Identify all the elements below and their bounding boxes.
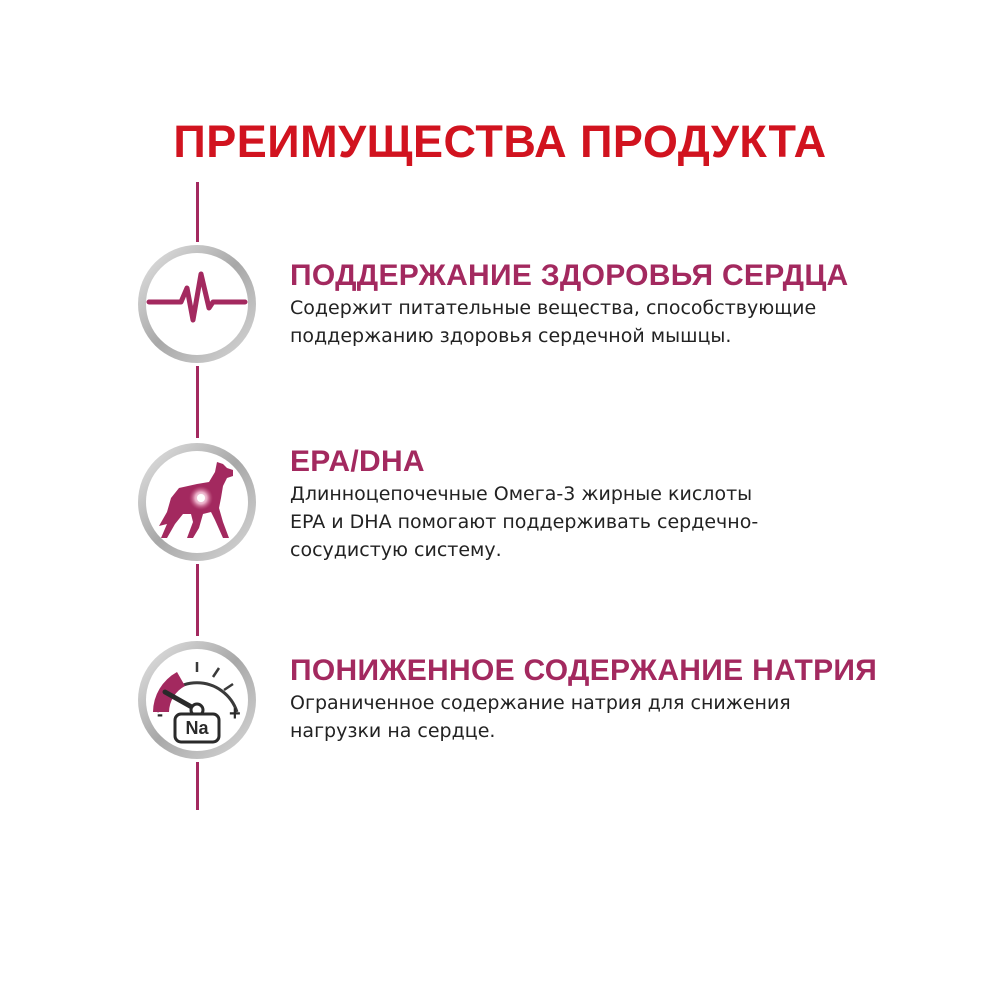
timeline-line: [196, 762, 199, 810]
timeline-line: [196, 564, 199, 636]
feature-title: EPA/DHA: [290, 445, 425, 478]
feature-title: ПОНИЖЕННОЕ СОДЕРЖАНИЕ НАТРИЯ: [290, 654, 878, 687]
heartbeat-icon: [137, 244, 257, 364]
description-line: сосудистую систему.: [290, 539, 502, 561]
description-line: поддержанию здоровья сердечной мышцы.: [290, 325, 732, 347]
feature-heart-health: [290, 258, 980, 350]
feature-epa-dha: [290, 444, 980, 564]
description-line: Ограниченное содержание натрия для снижения: [290, 692, 791, 714]
description-line: EPA и DHA помогают поддерживать сердечно-: [290, 511, 759, 533]
sodium-label: Na: [185, 718, 209, 738]
description-line: нагрузки на сердце.: [290, 720, 496, 742]
timeline-line: [196, 366, 199, 438]
sodium-gauge-icon: [137, 640, 257, 760]
timeline-line: [196, 182, 199, 242]
description-line: Длинноцепочечные Омега-3 жирные кислоты: [290, 483, 753, 505]
feature-description: [290, 480, 980, 564]
description-line: Содержит питательные вещества, способствующие: [290, 297, 817, 319]
feature-title: ПОДДЕРЖАНИЕ ЗДОРОВЬЯ СЕРДЦА: [290, 259, 849, 292]
feature-low-sodium: [290, 653, 980, 745]
feature-description: [290, 294, 980, 350]
gauge-minus: -: [157, 704, 163, 724]
page-title: ПРЕИМУЩЕСТВА ПРОДУКТА: [173, 116, 827, 167]
dog-heart-icon: [137, 442, 257, 562]
gauge-plus: +: [229, 703, 241, 725]
feature-description: [290, 689, 980, 745]
